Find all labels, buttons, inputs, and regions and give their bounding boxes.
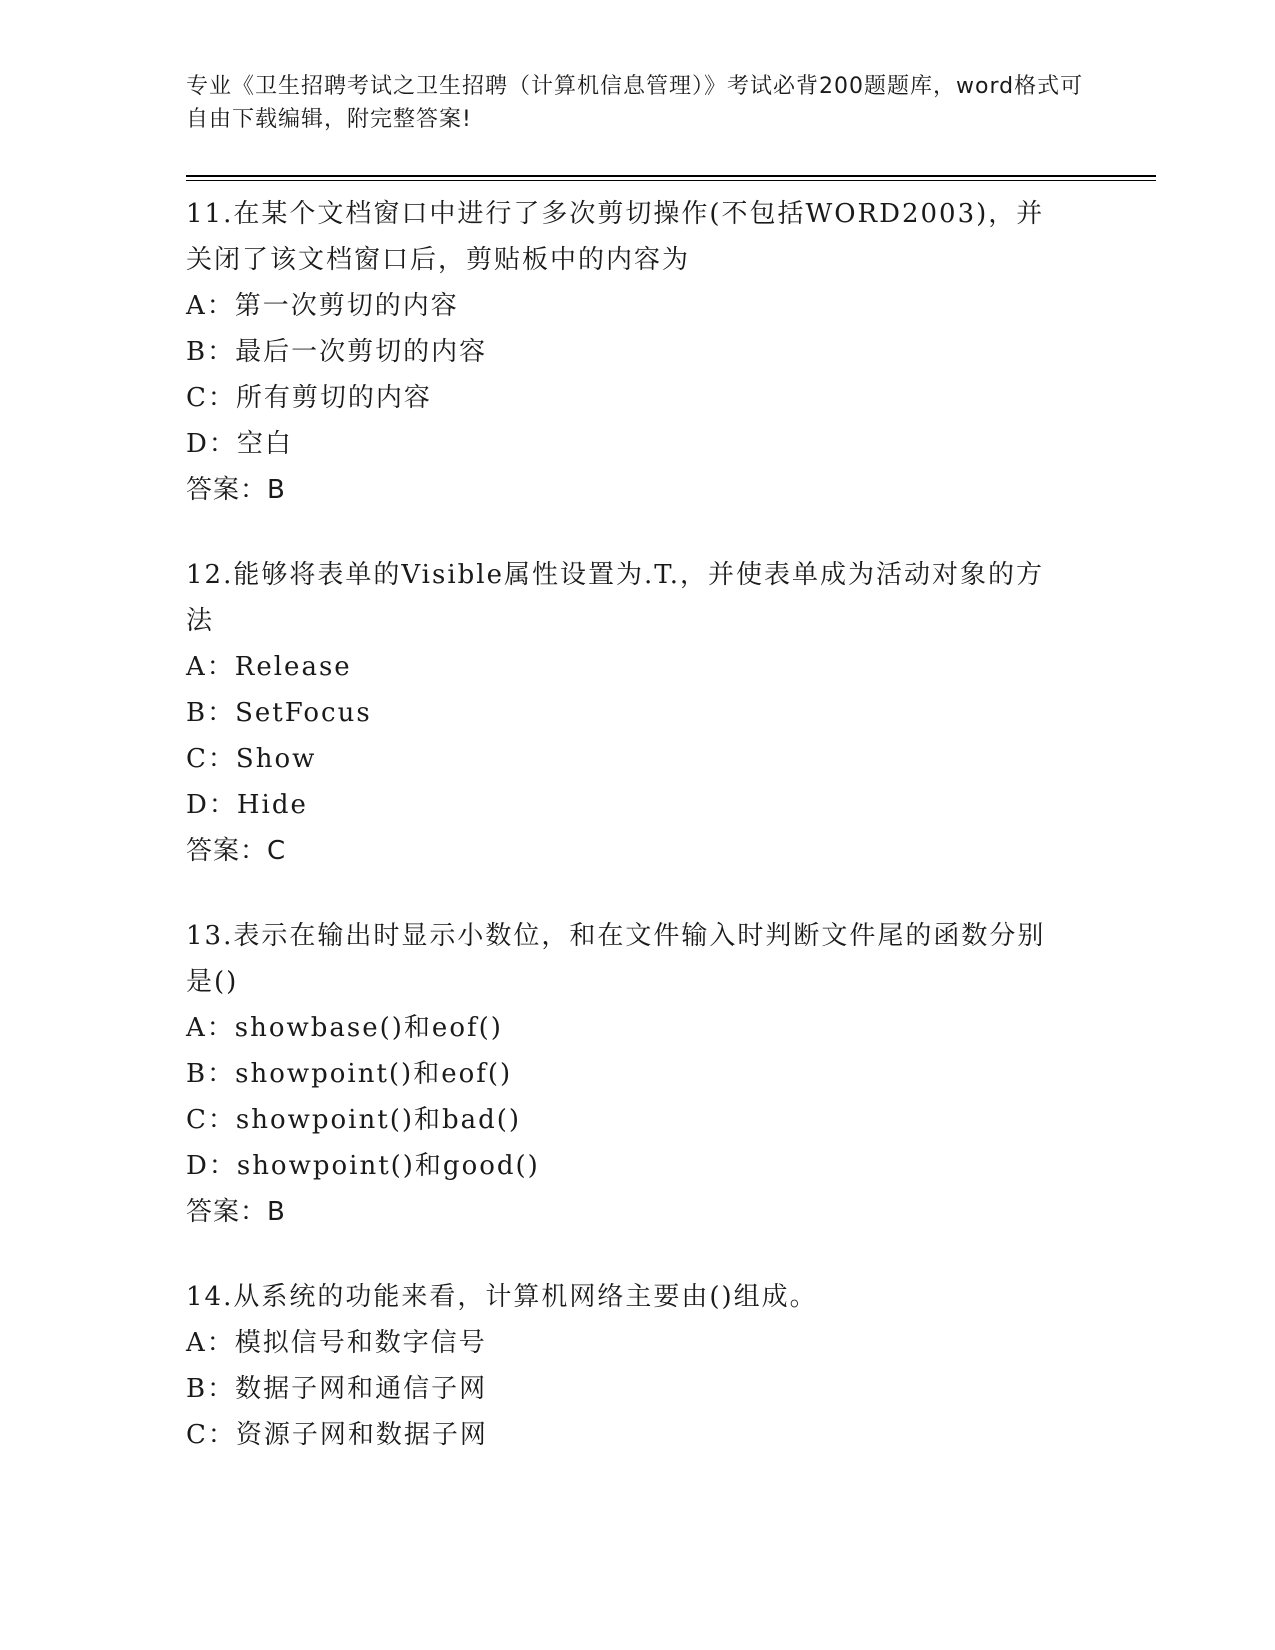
question-stem: 11.在某个文档窗口中进行了多次剪切操作(不包括WORD2003)，并关闭了该文档窗口后，剪贴板中的内容为 (186, 199, 1045, 275)
answer: 答案：C (186, 836, 287, 866)
question-stem: 14.从系统的功能来看，计算机网络主要由()组成。 (186, 1282, 818, 1312)
question-list (186, 191, 1146, 1458)
option-a: A：模拟信号和数字信号 (186, 1328, 487, 1358)
question-12 (186, 552, 1146, 874)
option-c: C：所有剪切的内容 (186, 383, 432, 413)
question-13 (186, 913, 1146, 1235)
question-stem: 12.能够将表单的Visible属性设置为.T.，并使表单成为活动对象的方法 (186, 560, 1045, 636)
document-page (186, 70, 1146, 1497)
header-divider-thin (186, 180, 1156, 181)
option-d: D：showpoint()和good() (186, 1151, 540, 1181)
header-divider-thick (186, 175, 1156, 177)
option-b: B：最后一次剪切的内容 (186, 337, 488, 367)
option-a: A：showbase()和eof() (186, 1013, 503, 1043)
option-d: D：Hide (186, 790, 308, 820)
answer: 答案：B (186, 475, 286, 505)
question-stem: 13.表示在输出时显示小数位，和在文件输入时判断文件尾的函数分别是() (186, 921, 1046, 997)
option-c: C：showpoint()和bad() (186, 1105, 522, 1135)
document-header: 专业《卫生招聘考试之卫生招聘（计算机信息管理）》考试必背200题题库，word格式可自由下载编辑，附完整答案! (186, 74, 1084, 132)
question-14 (186, 1274, 1146, 1458)
question-11 (186, 191, 1146, 513)
option-d: D：空白 (186, 429, 293, 459)
option-b: B：数据子网和通信子网 (186, 1374, 488, 1404)
option-c: C：Show (186, 744, 317, 774)
option-c: C：资源子网和数据子网 (186, 1420, 488, 1450)
option-b: B：SetFocus (186, 698, 372, 728)
option-a: A：Release (186, 652, 352, 682)
option-a: A：第一次剪切的内容 (186, 291, 459, 321)
answer: 答案：B (186, 1197, 286, 1227)
option-b: B：showpoint()和eof() (186, 1059, 513, 1089)
